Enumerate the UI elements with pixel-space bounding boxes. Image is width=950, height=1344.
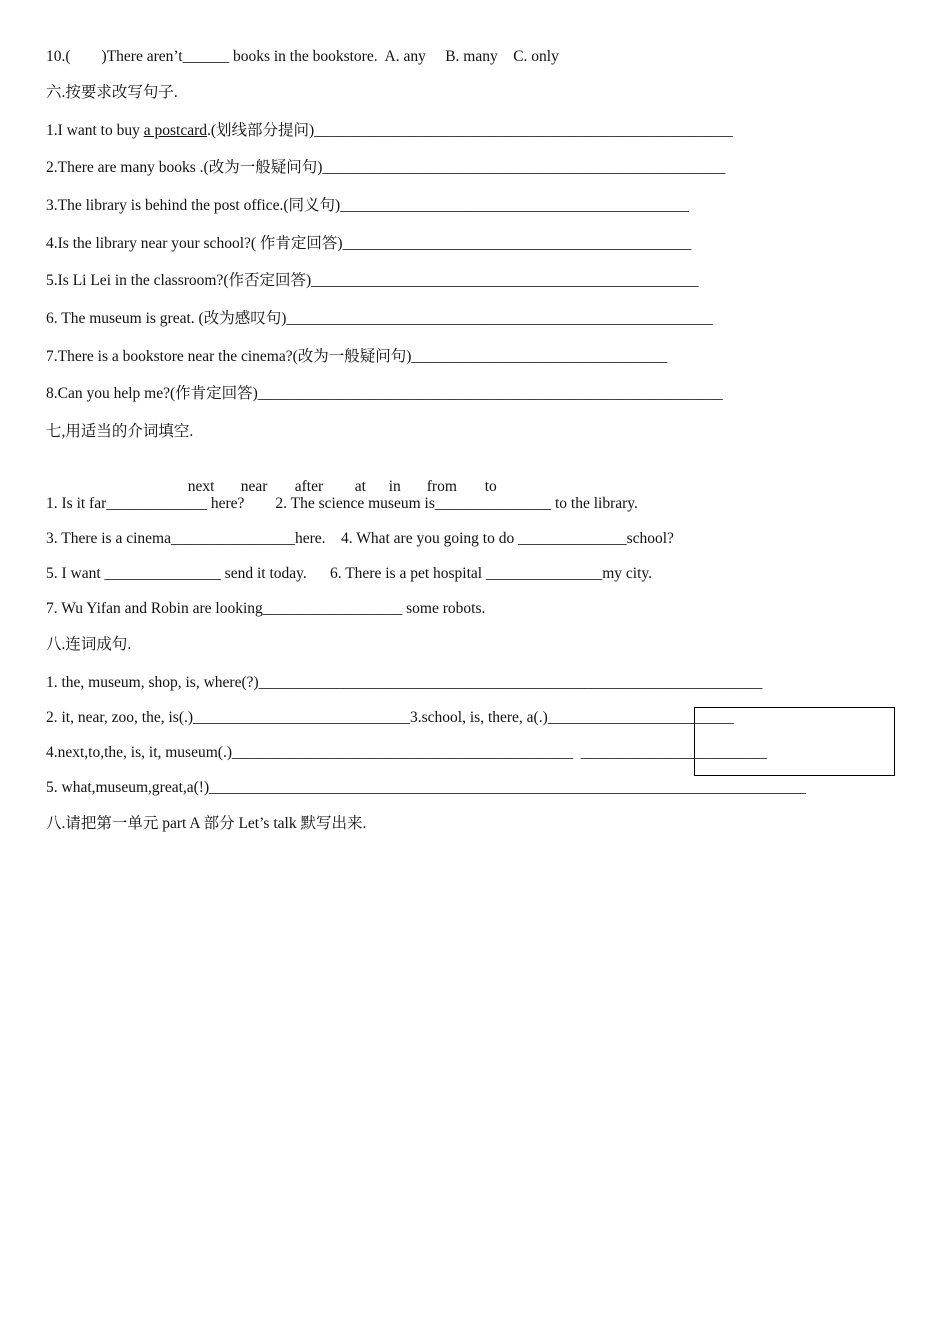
section-8b-title: 八.请把第一单元 part A 部分 Let’s talk 默写出来.: [46, 815, 367, 832]
answer-box: [694, 707, 895, 776]
word-bank-item: to: [484, 478, 497, 495]
section-6-q1: [46, 122, 733, 140]
section-8-q1: 1. the, museum, shop, is, where(?)_________________________________________________________________: [46, 674, 763, 691]
section-7-line-4: 7. Wu Yifan and Robin are looking__________________ some robots.: [46, 600, 486, 617]
question-10: 10.( )There aren’t______ books in the bookstore. A. any B. many C. only: [46, 48, 559, 65]
section-6-q2: 2.There are many books .(改为一般疑问句)____________________________________________________: [46, 159, 726, 176]
section-6-q6: 6. The museum is great. (改为感叹句)_______________________________________________________: [46, 310, 713, 327]
section-7-title: 七,用适当的介词填空.: [46, 423, 194, 440]
word-bank-item: at: [354, 478, 366, 495]
section-8-q4: 4.next,to,the, is, it, museum(.)____________________________________________ ________________________: [46, 744, 767, 761]
q1-suffix: .(划线部分提问)______________________________________________________: [207, 122, 733, 139]
word-bank-item: from: [426, 478, 457, 495]
word-bank-item: after: [294, 478, 324, 495]
section-7-line-2: 3. There is a cinema________________here. 4. What are you going to do ______________school?: [46, 530, 674, 547]
section-8-title: 八.连词成句.: [46, 636, 132, 653]
section-8-q2-q3: 2. it, near, zoo, the, is(.)____________________________3.school, is, there, a(.)________________________: [46, 709, 734, 726]
section-6-q8: 8.Can you help me?(作肯定回答)____________________________________________________________: [46, 385, 723, 402]
word-bank: [180, 460, 497, 496]
section-6-q3: 3.The library is behind the post office.(同义句)_____________________________________________: [46, 197, 689, 214]
section-7-line-3: 5. I want _______________ send it today. 6. There is a pet hospital _______________my city.: [46, 565, 653, 582]
word-bank-item: next: [187, 478, 215, 495]
section-6-q5: 5.Is Li Lei in the classroom?(作否定回答)__________________________________________________: [46, 272, 699, 289]
word-bank-item: in: [388, 478, 401, 495]
section-8-q5: 5. what,museum,great,a(!)_____________________________________________________________________________: [46, 779, 806, 796]
q1-underlined-phrase: a postcard: [143, 122, 207, 139]
section-6-title: 六.按要求改写句子.: [46, 84, 178, 101]
section-6-q7: 7.There is a bookstore near the cinema?(改为一般疑问句)_________________________________: [46, 348, 668, 365]
q1-prefix: 1.I want to buy: [46, 122, 144, 139]
word-bank-item: near: [240, 478, 268, 495]
section-6-q4: 4.Is the library near your school?( 作肯定回答)_____________________________________________: [46, 235, 692, 252]
section-7-line-1: 1. Is it far_____________ here? 2. The science museum is_______________ to the library.: [46, 495, 638, 512]
